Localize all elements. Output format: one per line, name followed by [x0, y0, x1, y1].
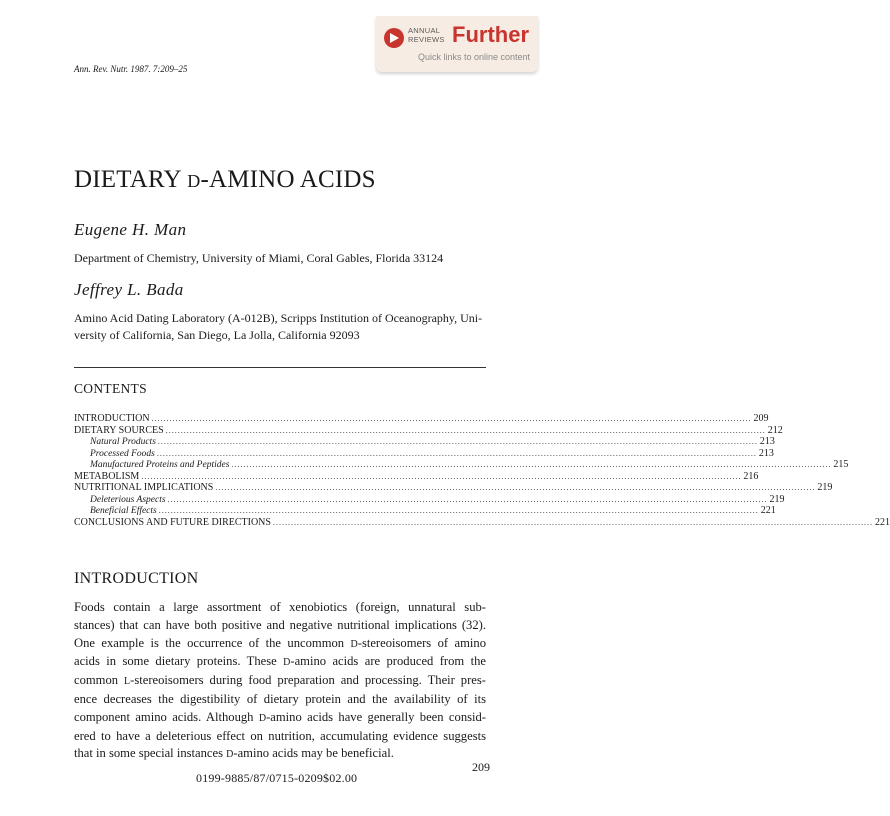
affiliation-line: versity of California, San Diego, La Jolla, California 92093: [74, 328, 360, 342]
toc-entry-page: 219: [817, 482, 833, 493]
journal-citation: Ann. Rev. Nutr. 1987. 7:209–25: [74, 64, 188, 74]
toc-entry-page: 221: [760, 505, 776, 516]
toc-entry-page: 213: [758, 447, 774, 459]
toc-entry-label: DIETARY SOURCES: [74, 424, 164, 436]
toc-leader-dots: ........................................................................................................................................................................................................: [231, 460, 832, 469]
toc-leader-dots: ........................................................................................................................................................................................................: [157, 437, 758, 446]
text-run: -amino acids have generally been consid-: [266, 709, 487, 724]
badge-line1: ANNUAL: [408, 26, 441, 35]
affiliation-line: Amino Acid Dating Laboratory (A-012B), Scripps Institution of Oceanography, Uni-: [74, 311, 483, 325]
small-caps-run: D: [258, 712, 267, 724]
text-run: One example is the occurrence of the uncommon: [74, 635, 351, 650]
toc-entry-label: Deleterious Aspects: [90, 494, 166, 505]
small-caps-run: D: [226, 749, 234, 761]
title-part1: DIETARY: [74, 166, 188, 193]
toc-subentry: [74, 505, 776, 517]
paragraph-line: [74, 599, 486, 617]
annual-reviews-further-badge[interactable]: [376, 16, 538, 72]
page-number: 209: [472, 760, 490, 774]
toc-entry-label: Natural Products: [90, 437, 156, 447]
annual-reviews-logo-icon: [384, 28, 404, 48]
badge-line2: REVIEWS: [408, 35, 445, 44]
introduction-heading: INTRODUCTION: [74, 570, 199, 587]
toc-entry-page: 212: [767, 424, 783, 436]
paragraph-line: [74, 635, 486, 654]
toc-subentry: [74, 459, 849, 471]
section-divider: [74, 367, 486, 368]
price-code: 0199-9885/87/0715-0209$02.00: [196, 771, 358, 785]
paragraph-line: [74, 745, 486, 764]
contents-heading: CONTENTS: [74, 381, 147, 396]
toc-entry-page: 213: [759, 436, 775, 447]
paragraph-line: [74, 617, 486, 635]
text-run: that in some special instances: [74, 746, 227, 761]
toc-entry-page: 216: [743, 470, 759, 482]
toc-leader-dots: ........................................................................................................................................................................................................: [272, 517, 873, 527]
text-run: ence decreases the digestibility of dietary protein and the availability of its: [74, 691, 486, 706]
title-smallcap: D: [187, 171, 201, 191]
text-run: Foods contain a large assortment of xenobiotics (foreign, unnatural sub-: [74, 600, 486, 614]
text-run: stances) that can have both positive and negative nutritional implications (32).: [74, 617, 486, 632]
toc-leader-dots: ........................................................................................................................................................................................................: [165, 425, 766, 435]
toc-entry: [74, 413, 769, 425]
toc-entry-page: 219: [769, 493, 785, 505]
table-of-contents: [74, 413, 890, 528]
author-name: Eugene H. Man: [74, 220, 187, 239]
small-caps-run: D: [350, 638, 358, 650]
toc-entry-label: Beneficial Effects: [90, 506, 157, 516]
text-run: common: [74, 673, 125, 688]
paragraph-line: [74, 672, 486, 691]
toc-entry-page: 221: [874, 516, 890, 528]
toc-leader-dots: ........................................................................................................................................................................................................: [158, 506, 759, 515]
title-part2: -AMINO ACIDS: [200, 166, 376, 193]
toc-subentry: [74, 447, 774, 460]
small-caps-run: L: [124, 676, 131, 688]
toc-leader-dots: ........................................................................................................................................................................................................: [167, 494, 768, 504]
badge-publisher: [408, 26, 445, 44]
paragraph-line: [74, 653, 486, 672]
toc-entry-label: Processed Foods: [90, 448, 155, 459]
toc-leader-dots: ........................................................................................................................................................................................................: [156, 448, 757, 458]
author-name: Jeffrey L. Bada: [74, 280, 184, 299]
text-run: ered to have a deleterious effect on nutrition, accumulating evidence suggests: [74, 728, 486, 743]
toc-entry: [74, 482, 833, 494]
toc-entry: [74, 516, 890, 529]
text-run: acids in some dietary proteins. These: [74, 654, 284, 669]
toc-entry: [74, 470, 759, 483]
toc-entry-label: NUTRITIONAL IMPLICATIONS: [74, 482, 214, 493]
badge-subtitle[interactable]: Quick links to online content: [418, 52, 531, 62]
toc-entry-label: CONCLUSIONS AND FUTURE DIRECTIONS: [74, 516, 271, 528]
text-run: -stereoisomers during food preparation and processing. Their pres-: [130, 673, 486, 688]
paragraph-line: [74, 691, 486, 709]
text-run: -stereoisomers of amino: [357, 635, 486, 650]
toc-leader-dots: ........................................................................................................................................................................................................: [141, 471, 742, 481]
toc-leader-dots: ........................................................................................................................................................................................................: [215, 483, 816, 492]
toc-entry-page: 215: [833, 459, 849, 470]
article-title: [74, 166, 376, 194]
badge-further-label[interactable]: Further: [452, 22, 529, 47]
toc-subentry: [74, 436, 775, 448]
text-run: component amino acids. Although: [74, 709, 259, 724]
paragraph-line: [74, 709, 486, 728]
toc-entry: [74, 424, 783, 437]
toc-subentry: [74, 493, 785, 506]
toc-entry-label: Manufactured Proteins and Peptides: [90, 460, 230, 470]
toc-entry-label: INTRODUCTION: [74, 413, 150, 424]
toc-entry-label: METABOLISM: [74, 470, 140, 482]
small-caps-run: D: [283, 657, 291, 669]
author-affiliation: Department of Chemistry, University of Miami, Coral Gables, Florida 33124: [74, 251, 444, 265]
text-run: -amino acids are produced from the: [290, 654, 486, 669]
paragraph-line: [74, 728, 486, 746]
toc-leader-dots: ........................................................................................................................................................................................................: [151, 414, 752, 423]
introduction-paragraph: [74, 599, 486, 764]
text-run: -amino acids may be beneficial.: [233, 746, 394, 761]
author-affiliation: [74, 310, 482, 344]
toc-entry-page: 209: [753, 413, 769, 424]
